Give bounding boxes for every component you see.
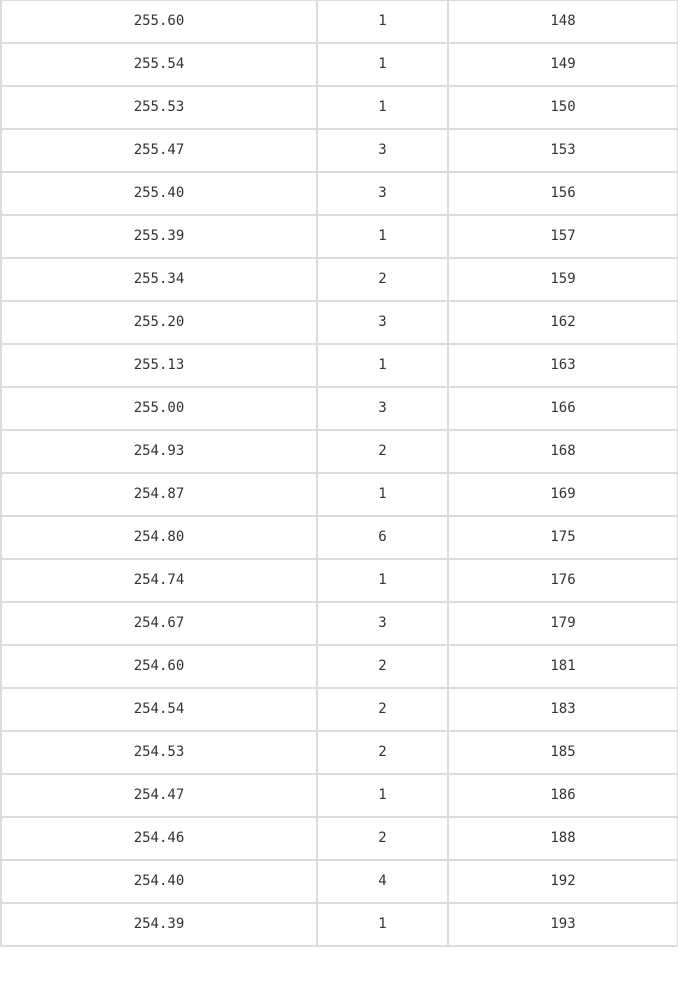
table-row [1,688,678,731]
table-row [1,473,678,516]
cumulative-count-cell: 163 [448,344,678,387]
count-cell: 1 [317,0,448,43]
table-row [1,559,678,602]
score-cell: 254.47 [1,774,317,817]
count-cell: 2 [317,817,448,860]
score-cell: 254.74 [1,559,317,602]
score-cell: 254.39 [1,903,317,946]
cumulative-count-cell: 176 [448,559,678,602]
score-cell: 254.67 [1,602,317,645]
table-row [1,172,678,215]
table-row [1,645,678,688]
cumulative-count-cell: 175 [448,516,678,559]
cumulative-count-cell: 185 [448,731,678,774]
cumulative-count-cell: 188 [448,817,678,860]
score-cell: 254.53 [1,731,317,774]
score-cell: 254.40 [1,860,317,903]
count-cell: 3 [317,129,448,172]
cumulative-count-cell: 166 [448,387,678,430]
score-cell: 255.47 [1,129,317,172]
table-row [1,258,678,301]
table-row [1,430,678,473]
cumulative-count-cell: 183 [448,688,678,731]
cumulative-count-cell: 148 [448,0,678,43]
count-cell: 2 [317,688,448,731]
score-cell: 254.46 [1,817,317,860]
table-row [1,43,678,86]
count-cell: 1 [317,559,448,602]
count-cell: 2 [317,645,448,688]
cumulative-count-cell: 149 [448,43,678,86]
cumulative-count-cell: 179 [448,602,678,645]
table-row [1,817,678,860]
table-row [1,344,678,387]
count-cell: 2 [317,731,448,774]
table-row [1,860,678,903]
table-row [1,602,678,645]
cumulative-count-cell: 169 [448,473,678,516]
cumulative-count-cell: 193 [448,903,678,946]
table-row [1,129,678,172]
table-row [1,0,678,43]
score-cell: 255.34 [1,258,317,301]
score-cell: 255.53 [1,86,317,129]
score-cell: 254.93 [1,430,317,473]
count-cell: 1 [317,344,448,387]
count-cell: 3 [317,301,448,344]
table-row [1,387,678,430]
score-cell: 254.60 [1,645,317,688]
count-cell: 2 [317,430,448,473]
cumulative-count-cell: 159 [448,258,678,301]
score-cell: 255.40 [1,172,317,215]
count-cell: 3 [317,602,448,645]
cumulative-count-cell: 156 [448,172,678,215]
count-cell: 3 [317,172,448,215]
table-row [1,301,678,344]
count-cell: 2 [317,258,448,301]
table-row [1,86,678,129]
count-cell: 1 [317,215,448,258]
count-cell: 1 [317,43,448,86]
cumulative-count-cell: 157 [448,215,678,258]
count-cell: 1 [317,774,448,817]
table-body [1,0,678,946]
table-row [1,903,678,946]
score-cell: 255.20 [1,301,317,344]
count-cell: 4 [317,860,448,903]
count-cell: 3 [317,387,448,430]
cumulative-count-cell: 150 [448,86,678,129]
cumulative-count-cell: 162 [448,301,678,344]
cumulative-count-cell: 153 [448,129,678,172]
score-cell: 255.39 [1,215,317,258]
score-cell: 254.80 [1,516,317,559]
score-cell: 255.54 [1,43,317,86]
count-cell: 1 [317,86,448,129]
score-cell: 254.87 [1,473,317,516]
score-cell: 255.13 [1,344,317,387]
cumulative-count-cell: 192 [448,860,678,903]
score-cell: 254.54 [1,688,317,731]
count-cell: 6 [317,516,448,559]
cumulative-count-cell: 168 [448,430,678,473]
score-cell: 255.00 [1,387,317,430]
cumulative-count-cell: 181 [448,645,678,688]
table-row [1,731,678,774]
table-row [1,516,678,559]
cumulative-count-cell: 186 [448,774,678,817]
table-row [1,774,678,817]
score-cell: 255.60 [1,0,317,43]
count-cell: 1 [317,473,448,516]
count-cell: 1 [317,903,448,946]
table-row [1,215,678,258]
